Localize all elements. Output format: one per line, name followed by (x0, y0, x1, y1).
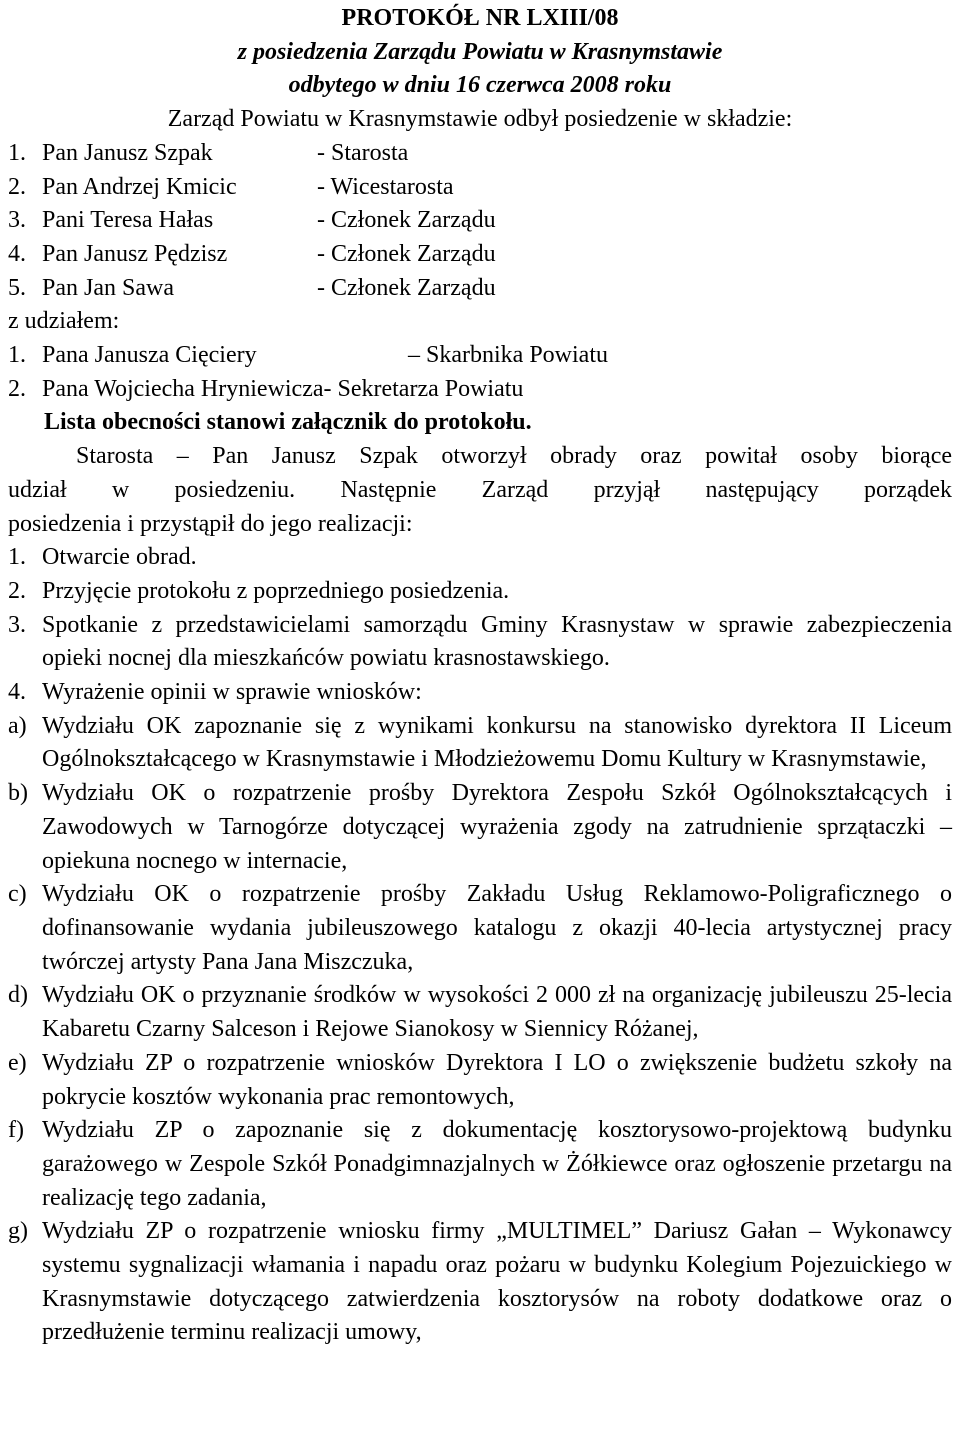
board-member-2 (8, 171, 952, 205)
motion-marker: c) (8, 881, 27, 908)
motion-marker: e) (8, 1049, 27, 1076)
member-role: - Członek Zarządu (317, 207, 496, 234)
motion-a (8, 710, 952, 777)
agenda-item-2 (8, 575, 952, 609)
motion-marker: g) (8, 1218, 28, 1245)
motion-text: Wydziału OK zapoznanie się z wynikami konkursu na stanowisko dyrektora II Liceum Ogólnokształcącego w Krasnymstawie i Młodzieżowemu Domu Kultury w Krasnymstawie, (42, 712, 952, 773)
agenda-item-1 (8, 541, 952, 575)
motion-marker: d) (8, 982, 28, 1009)
opening-line-3: posiedzenia i przystąpił do jego realizacji: (8, 510, 413, 537)
agenda-item-4 (8, 676, 952, 710)
participant-name: Pana Janusza Cięciery (42, 342, 257, 369)
board-member-3 (8, 204, 952, 238)
motion-e (8, 1047, 952, 1114)
participant-2 (8, 373, 952, 407)
motion-text: Wydziału OK o rozpatrzenie prośby Zakładu Usług Reklamowo-Poligraficznego o dofinansowanie wydania jubileuszowego katalogu z okazji 40-lecia artystycznej pracy twórczej artysty Pana Jana Miszczuka, (42, 881, 952, 975)
member-number: 1. (8, 139, 26, 166)
board-members-list (8, 137, 952, 306)
opening-line-2: udział w posiedzeniu. Następnie Zarząd przyjął następujący porządek (8, 476, 952, 503)
agenda-text: Wyrażenie opinii w sprawie wniosków: (42, 679, 422, 706)
participant-text: Pana Wojciecha Hryniewicza- Sekretarza Powiatu (42, 375, 524, 402)
motion-marker: f) (8, 1117, 24, 1144)
motion-c (8, 878, 952, 979)
agenda-number: 1. (8, 544, 26, 571)
agenda-text: Przyjęcie protokołu z poprzedniego posiedzenia. (42, 577, 510, 604)
board-member-5 (8, 272, 952, 306)
attendance-note: Lista obecności stanowi załącznik do protokołu. (44, 409, 532, 436)
protocol-subtitle-line-1: z posiedzenia Zarządu Powiatu w Krasnymstawie (237, 38, 723, 65)
member-name: Pan Janusz Pędzisz (42, 240, 228, 267)
opening-line-1: Starosta – Pan Janusz Szpak otworzył obrady oraz powitał osoby biorące (76, 443, 952, 470)
composition-intro: Zarząd Powiatu w Krasnymstawie odbył posiedzenie w składzie: (167, 106, 793, 133)
motion-marker: b) (8, 780, 28, 807)
member-role: - Wicestarosta (317, 173, 454, 200)
motions-list (8, 710, 952, 1350)
participants-label: z udziałem: (8, 308, 120, 335)
motion-g (8, 1215, 952, 1350)
agenda-item-3 (8, 609, 952, 676)
board-member-4 (8, 238, 952, 272)
agenda-text: Otwarcie obrad. (42, 544, 197, 571)
participant-role: – Skarbnika Powiatu (408, 342, 608, 369)
agenda-text: Spotkanie z przedstawicielami samorządu Gminy Krasnystaw w sprawie zabezpieczenia opieki nocnej dla mieszkańców powiatu krasnostawskiego. (42, 611, 952, 672)
member-name: Pani Teresa Hałas (42, 207, 214, 234)
member-role: - Członek Zarządu (317, 240, 496, 267)
motion-text: Wydziału OK o przyznanie środków w wysokości 2 000 zł na organizację jubileuszu 25-lecia Kabaretu Czarny Salceson i Rejowe Sianokosy w Siennicy Różanej, (42, 982, 952, 1043)
member-number: 2. (8, 173, 26, 200)
member-name: Pan Andrzej Kmicic (42, 173, 237, 200)
motion-text: Wydziału ZP o rozpatrzenie wniosków Dyrektora I LO o zwiększenie budżetu szkoły na pokrycie kosztów wykonania prac remontowych, (42, 1049, 952, 1110)
motion-f (8, 1114, 952, 1215)
motion-marker: a) (8, 712, 27, 739)
agenda-number: 2. (8, 577, 26, 604)
motion-d (8, 979, 952, 1046)
agenda-number: 4. (8, 679, 26, 706)
protocol-subtitle-line-2: odbytego w dniu 16 czerwca 2008 roku (288, 72, 672, 99)
participant-number: 1. (8, 342, 26, 369)
agenda-list (8, 541, 952, 710)
member-role: - Starosta (317, 139, 409, 166)
protocol-title: PROTOKÓŁ NR LXIII/08 (341, 5, 619, 31)
member-name: Pan Jan Sawa (42, 274, 174, 301)
agenda-number: 3. (8, 611, 26, 638)
board-member-1 (8, 137, 952, 171)
member-role: - Członek Zarządu (317, 274, 496, 301)
motion-text: Wydziału OK o rozpatrzenie prośby Dyrektora Zespołu Szkół Ogólnokształcących i Zawodowych w Tarnogórze dotyczącej wyrażenia zgody na zatrudnienie sprzątaczki – opiekuna nocnego w internacie, (42, 780, 952, 874)
member-number: 5. (8, 274, 26, 301)
member-name: Pan Janusz Szpak (42, 139, 213, 166)
motion-text: Wydziału ZP o rozpatrzenie wniosku firmy „MULTIMEL” Dariusz Gałan – Wykonawcy systemu sygnalizacji włamania i napadu oraz pożaru w budynku Kolegium Pojezuickiego w Krasnymstawie dotyczącego zatwierdzenia kosztorysów na roboty dodatkowe oraz o przedłużenie terminu realizacji umowy, (42, 1218, 952, 1346)
participant-number: 2. (8, 375, 26, 402)
motion-text: Wydziału ZP o zapoznanie się z dokumentację kosztorysowo-projektową budynku garażowego w Zespole Szkół Ponadgimnazjalnych w Żółkiewce oraz ogłoszenie przetargu na realizację tego zadania, (42, 1117, 952, 1211)
member-number: 4. (8, 240, 26, 267)
motion-b (8, 777, 952, 878)
member-number: 3. (8, 207, 26, 234)
participant-1 (8, 339, 952, 373)
